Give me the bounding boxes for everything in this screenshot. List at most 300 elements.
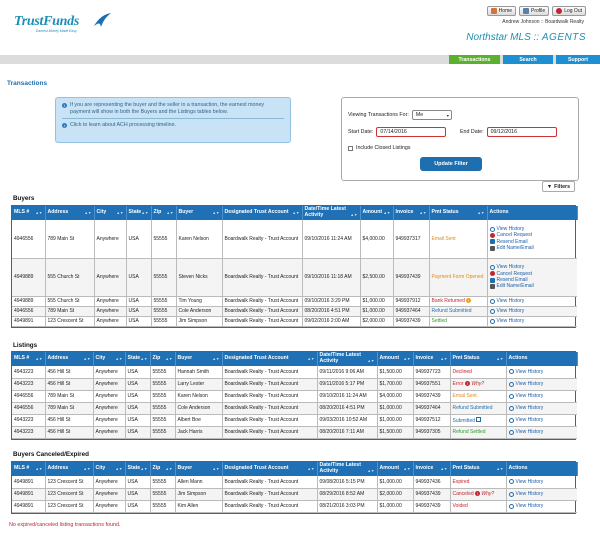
- cell-mls: 4946556: [12, 306, 45, 316]
- sort-icon[interactable]: ▲▼: [367, 469, 375, 474]
- buyers-title: Buyers: [13, 195, 35, 202]
- brand-separator: ::: [530, 32, 542, 43]
- profile-label: Profile: [531, 8, 546, 14]
- edit-name-email-link[interactable]: [490, 283, 576, 289]
- cell-date-day: 09/10/2016: [304, 298, 330, 304]
- cell-address: 456 Hill St: [45, 366, 93, 378]
- table-row: [12, 220, 577, 258]
- column-header-date[interactable]: [317, 352, 377, 366]
- search-icon: [509, 369, 514, 374]
- cell-status: [429, 220, 487, 258]
- cell-mls: 4949891: [12, 500, 45, 512]
- sort-icon[interactable]: ▲▼: [292, 210, 300, 215]
- brand-suffix: AGENTS: [541, 32, 586, 43]
- cell-buyer: Albert Boe: [175, 414, 222, 426]
- search-icon: [490, 299, 495, 304]
- cell-address: 456 Hill St: [45, 378, 93, 390]
- cell-date-time: 11:18 AM: [330, 274, 352, 280]
- info-line-2: Click to learn about ACH processing timeline.: [70, 122, 176, 128]
- sort-icon[interactable]: ▲▼: [477, 210, 485, 215]
- alert-icon: !: [466, 381, 469, 386]
- envelope-icon: [490, 278, 495, 283]
- cell-mls: 4943223: [12, 378, 45, 390]
- cell-date-time: 5:17 PM: [345, 381, 365, 387]
- filters-button[interactable]: [542, 181, 575, 192]
- cell-date-time: 3:03 PM: [345, 503, 365, 509]
- cell-account: Boardwalk Realty - Trust Account: [222, 402, 317, 414]
- search-icon: [509, 406, 514, 411]
- cell-invoice: 949937464: [413, 402, 450, 414]
- cell-city: Anywhere: [93, 426, 125, 438]
- table-row: [12, 296, 577, 306]
- cell-status: [450, 378, 506, 390]
- sort-icon[interactable]: ▲▼: [115, 466, 123, 471]
- cell-invoice: 949937439: [393, 316, 429, 326]
- cell-buyer: Kim Allen: [175, 500, 222, 512]
- view-history-label: View History: [496, 297, 525, 304]
- cell-state: USA: [125, 414, 150, 426]
- cell-state: USA: [125, 500, 150, 512]
- top-buttons: [487, 6, 586, 16]
- nav-bar: [0, 55, 600, 64]
- sort-icon[interactable]: ▲▼: [35, 466, 43, 471]
- view-history-link[interactable]: [509, 491, 576, 497]
- cell-buyer: Karen Nelson: [176, 220, 222, 258]
- column-header-account[interactable]: [222, 462, 317, 476]
- sort-icon[interactable]: ▲▼: [440, 356, 448, 361]
- sort-icon[interactable]: ▲▼: [403, 356, 411, 361]
- column-header-label: Pmt Status: [452, 465, 480, 471]
- cell-account: Boardwalk Realty - Trust Account: [222, 220, 302, 258]
- view-history-link[interactable]: [509, 381, 576, 387]
- column-header-label: Date/Time Latest Activity: [319, 462, 361, 474]
- cell-date-time: 11:24 AM: [345, 393, 367, 399]
- closed-row: [348, 145, 410, 151]
- cell-zip: 55555: [151, 306, 176, 316]
- column-header-status[interactable]: [450, 462, 506, 476]
- table-row: [12, 366, 577, 378]
- cell-state: USA: [125, 476, 150, 488]
- view-history-link[interactable]: [509, 503, 576, 509]
- column-header-label: Zip: [152, 355, 161, 361]
- cell-zip: 55555: [150, 402, 175, 414]
- profile-button[interactable]: [519, 6, 549, 16]
- sort-icon[interactable]: ▲▼: [212, 210, 220, 215]
- power-icon: [556, 8, 562, 14]
- search-icon: [509, 382, 514, 387]
- column-header-amount[interactable]: [360, 206, 393, 220]
- home-icon: [491, 8, 497, 14]
- sort-icon[interactable]: ▲▼: [140, 356, 148, 361]
- column-header-address[interactable]: [45, 206, 94, 220]
- sort-icon[interactable]: ▲▼: [212, 466, 220, 471]
- edit-name-email-link[interactable]: [490, 245, 576, 251]
- column-header-label: Designated Trust Account: [224, 465, 289, 471]
- cell-address: 123 Crescent St: [45, 476, 93, 488]
- table-row: [12, 306, 577, 316]
- cell-city: Anywhere: [94, 306, 126, 316]
- cell-actions: [506, 426, 577, 438]
- column-header-mls[interactable]: [12, 462, 45, 476]
- view-history-label: View History: [515, 428, 544, 435]
- status-text: Refund Submitted: [431, 308, 472, 314]
- cell-city: Anywhere: [94, 316, 126, 326]
- cancel-request-label: Cancel Request: [496, 270, 533, 277]
- home-button[interactable]: [487, 6, 516, 16]
- listings-title: Listings: [13, 342, 38, 349]
- cell-amount: $2,500.00: [360, 258, 393, 296]
- cell-buyer: Jim Simpson: [175, 488, 222, 500]
- ach-link[interactable]: [62, 122, 284, 129]
- sort-icon[interactable]: ▲▼: [116, 210, 124, 215]
- cell-status: [429, 316, 487, 326]
- sort-icon[interactable]: ▲▼: [383, 210, 391, 215]
- cell-zip: 55555: [151, 220, 176, 258]
- tab-transactions[interactable]: Transactions: [449, 55, 500, 64]
- cell-date: [317, 402, 377, 414]
- cell-date-day: 09/10/2016: [304, 274, 330, 280]
- sort-icon[interactable]: ▲▼: [35, 210, 43, 215]
- column-header-date[interactable]: [317, 462, 377, 476]
- cell-buyer: Allen Mann: [175, 476, 222, 488]
- cell-address: 555 Church St: [45, 296, 94, 306]
- cell-date-time: 8:52 AM: [345, 491, 365, 497]
- status-text: Payment Form Opened: [431, 274, 484, 280]
- column-header-label: Zip: [152, 465, 161, 471]
- cell-amount: $1,000.00: [360, 296, 393, 306]
- sort-icon[interactable]: ▲▼: [350, 213, 358, 218]
- cell-date: [317, 378, 377, 390]
- cell-state: USA: [125, 390, 150, 402]
- tab-search[interactable]: Search: [503, 55, 553, 64]
- status-text: Error: [452, 381, 464, 387]
- end-row: [460, 127, 557, 137]
- cell-actions: [487, 220, 577, 258]
- logout-label: Log Out: [564, 8, 582, 14]
- canceled-table: [11, 461, 576, 514]
- sort-icon[interactable]: ▲▼: [307, 356, 315, 361]
- column-header-amount[interactable]: [377, 352, 413, 366]
- start-date-input[interactable]: 07/14/2016: [376, 127, 446, 137]
- cell-date: [302, 220, 360, 258]
- cell-address: 789 Main St: [45, 220, 94, 258]
- cell-status: [450, 390, 506, 402]
- cell-account: Boardwalk Realty - Trust Account: [222, 258, 302, 296]
- column-header-city[interactable]: [93, 462, 125, 476]
- cell-date-day: 08/20/2016: [319, 429, 345, 435]
- column-header-invoice[interactable]: [393, 206, 429, 220]
- column-header-label: Zip: [153, 209, 162, 215]
- cell-buyer: Jim Simpson: [176, 316, 222, 326]
- sort-icon[interactable]: ▲▼: [84, 210, 92, 215]
- view-history-label: View History: [515, 490, 544, 497]
- column-header-state[interactable]: [125, 462, 150, 476]
- view-history-link[interactable]: [509, 417, 576, 423]
- cell-zip: 55555: [150, 366, 175, 378]
- cell-city: Anywhere: [93, 366, 125, 378]
- status-text: Canceled: [452, 491, 474, 497]
- cell-invoice: 949937439: [413, 488, 450, 500]
- cell-date: [317, 426, 377, 438]
- cell-amount: $1,000.00: [377, 476, 413, 488]
- trustfunds-logo[interactable]: [14, 14, 79, 33]
- cell-status: [429, 306, 487, 316]
- view-history-label: View History: [515, 380, 544, 387]
- column-header-label: Amount: [379, 465, 400, 471]
- column-header-buyer[interactable]: [175, 462, 222, 476]
- search-icon: [509, 430, 514, 435]
- sort-icon[interactable]: ▲▼: [115, 356, 123, 361]
- warning-icon[interactable]: !: [468, 298, 470, 303]
- cell-date-day: 08/20/2016: [304, 308, 330, 314]
- user-line: Andrew Johnson :: Boardwalk Realty: [502, 19, 584, 25]
- cell-date-time: 3:29 PM: [330, 298, 350, 304]
- column-header-address[interactable]: [45, 462, 93, 476]
- status-text: Email Sent: [431, 235, 456, 242]
- cell-mls: 4949889: [12, 296, 45, 306]
- cell-date-day: 09/10/2016: [319, 393, 345, 399]
- cancel-icon: [490, 233, 495, 238]
- column-header-label: Actions: [489, 209, 509, 216]
- end-date-input[interactable]: 09/12/2016: [487, 127, 557, 137]
- cell-city: Anywhere: [93, 500, 125, 512]
- edit-name-email-label: Edit Name/Email: [496, 283, 534, 290]
- column-header-label: Amount: [379, 355, 400, 361]
- logo-text: TrustFunds: [14, 14, 79, 29]
- why-link[interactable]: Why?: [471, 381, 485, 387]
- cell-date: [302, 258, 360, 296]
- pencil-icon: [490, 284, 495, 289]
- cell-amount: $1,000.00: [360, 306, 393, 316]
- column-header-label: Invoice: [415, 465, 434, 471]
- cell-invoice: 949937439: [413, 500, 450, 512]
- view-history-link[interactable]: [509, 393, 576, 399]
- view-history-link[interactable]: [490, 308, 576, 314]
- status-text: Settled: [431, 318, 448, 324]
- cell-address: 555 Church St: [45, 258, 94, 296]
- cell-buyer: Larry Lester: [175, 378, 222, 390]
- sort-icon[interactable]: ▲▼: [83, 356, 91, 361]
- view-history-link[interactable]: [490, 298, 576, 304]
- table-row: [12, 500, 577, 512]
- cell-mls: 4943223: [12, 366, 45, 378]
- status-text: Refund Settled: [452, 429, 486, 435]
- cell-mls: 4949891: [12, 316, 45, 326]
- cell-state: USA: [125, 488, 150, 500]
- cell-invoice: 949937305: [413, 426, 450, 438]
- sort-icon[interactable]: ▲▼: [165, 466, 173, 471]
- cell-city: Anywhere: [93, 378, 125, 390]
- sort-icon[interactable]: ▲▼: [141, 210, 149, 215]
- cell-date-day: 09/11/2016: [319, 381, 345, 387]
- logout-button[interactable]: [552, 6, 586, 16]
- view-history-link[interactable]: [509, 479, 576, 485]
- sort-icon[interactable]: ▲▼: [496, 466, 504, 471]
- sort-icon[interactable]: ▲▼: [307, 466, 315, 471]
- column-header-actions: [506, 352, 577, 366]
- closed-label: Include Closed Listings: [356, 145, 411, 151]
- cell-invoice: 949937317: [393, 220, 429, 258]
- column-header-zip[interactable]: [150, 352, 175, 366]
- view-history-link[interactable]: [509, 369, 576, 375]
- column-header-label: Actions: [508, 465, 528, 472]
- cell-date-time: 4:51 PM: [345, 405, 365, 411]
- sort-icon[interactable]: ▲▼: [140, 466, 148, 471]
- cell-address: 789 Main St: [45, 390, 93, 402]
- column-header-status[interactable]: [429, 206, 487, 220]
- edit-name-email-label: Edit Name/Email: [496, 245, 534, 252]
- view-history-label: View History: [496, 225, 525, 232]
- cell-account: Boardwalk Realty - Trust Account: [222, 306, 302, 316]
- cell-date: [317, 488, 377, 500]
- buyers-table: [11, 205, 576, 328]
- cell-account: Boardwalk Realty - Trust Account: [222, 426, 317, 438]
- cell-invoice: 949937551: [413, 378, 450, 390]
- end-label: End Date:: [460, 129, 484, 135]
- person-icon: [523, 8, 529, 14]
- column-header-label: MLS #: [14, 465, 30, 471]
- cell-account: Boardwalk Realty - Trust Account: [222, 500, 317, 512]
- cell-address: 456 Hill St: [45, 414, 93, 426]
- cell-invoice: 949937512: [413, 414, 450, 426]
- column-header-city[interactable]: [93, 352, 125, 366]
- cell-state: USA: [126, 296, 151, 306]
- swoosh-icon: [92, 12, 112, 28]
- column-header-buyer[interactable]: [176, 206, 222, 220]
- cell-buyer: Cole Anderson: [175, 402, 222, 414]
- cell-date-day: 09/08/2016: [319, 478, 345, 485]
- table-row: [12, 402, 577, 414]
- cell-address: 123 Crescent St: [45, 500, 93, 512]
- view-history-label: View History: [515, 416, 544, 423]
- page-title: Transactions: [7, 80, 48, 87]
- view-history-link[interactable]: [509, 429, 576, 435]
- cell-date-time: 11:24 AM: [330, 235, 352, 242]
- cell-zip: 55555: [150, 378, 175, 390]
- sort-icon[interactable]: ▲▼: [419, 210, 427, 215]
- column-header-state[interactable]: [125, 352, 150, 366]
- view-history-link[interactable]: [490, 318, 576, 324]
- cell-invoice: 949937912: [393, 296, 429, 306]
- cell-date: [302, 306, 360, 316]
- search-icon: [509, 479, 514, 484]
- canceled-grid: [12, 462, 578, 513]
- column-header-label: Date/Time Latest Activity: [304, 206, 346, 218]
- closed-checkbox[interactable]: [348, 146, 353, 151]
- cell-date-time: 10:52 AM: [345, 417, 368, 423]
- column-header-state[interactable]: [126, 206, 151, 220]
- table-row: [12, 390, 577, 402]
- column-header-zip[interactable]: [150, 462, 175, 476]
- column-header-label: Designated Trust Account: [224, 355, 289, 361]
- cell-zip: 55555: [150, 426, 175, 438]
- cell-date: [302, 296, 360, 306]
- update-filter-button[interactable]: Update Filter: [420, 157, 482, 171]
- sort-icon[interactable]: ▲▼: [496, 356, 504, 361]
- cell-zip: 55555: [151, 296, 176, 306]
- cell-date-day: 08/20/2016: [319, 405, 345, 411]
- why-link[interactable]: Why?: [481, 491, 495, 497]
- sort-icon[interactable]: ▲▼: [165, 356, 173, 361]
- sort-icon[interactable]: ▲▼: [166, 210, 174, 215]
- cell-account: Boardwalk Realty - Trust Account: [222, 414, 317, 426]
- column-header-label: State: [127, 465, 141, 471]
- cell-actions: [487, 316, 577, 326]
- home-label: Home: [498, 8, 513, 14]
- header-row: [12, 206, 577, 220]
- cell-zip: 55555: [151, 258, 176, 296]
- column-header-zip[interactable]: [151, 206, 176, 220]
- chevron-down-icon: ▾: [446, 112, 449, 118]
- search-icon: [509, 492, 514, 497]
- search-icon: [490, 319, 495, 324]
- view-history-link[interactable]: [509, 405, 576, 411]
- sort-icon[interactable]: ▲▼: [440, 466, 448, 471]
- column-header-invoice[interactable]: [413, 462, 450, 476]
- column-header-buyer[interactable]: [175, 352, 222, 366]
- calendar-icon[interactable]: [476, 417, 481, 422]
- cell-date-time: 2:00 AM: [330, 318, 350, 324]
- cell-status: [450, 426, 506, 438]
- column-header-date[interactable]: [302, 206, 360, 220]
- cancel-request-label: Cancel Request: [496, 232, 533, 239]
- header-row: [12, 352, 577, 366]
- column-header-invoice[interactable]: [413, 352, 450, 366]
- cell-date: [317, 500, 377, 512]
- tab-support[interactable]: Support: [556, 55, 600, 64]
- column-header-label: City: [95, 355, 106, 361]
- alert-icon: !: [476, 491, 479, 496]
- column-header-account[interactable]: [222, 352, 317, 366]
- sort-icon[interactable]: ▲▼: [403, 466, 411, 471]
- column-header-account[interactable]: [222, 206, 302, 220]
- cell-city: Anywhere: [93, 414, 125, 426]
- cell-actions: [506, 488, 577, 500]
- cell-account: Boardwalk Realty - Trust Account: [222, 296, 302, 306]
- column-header-address[interactable]: [45, 352, 93, 366]
- cell-address: 789 Main St: [45, 306, 94, 316]
- column-header-mls[interactable]: [12, 206, 45, 220]
- column-header-status[interactable]: [450, 352, 506, 366]
- table-row: [12, 488, 577, 500]
- sort-icon[interactable]: ▲▼: [212, 356, 220, 361]
- column-header-label: Buyer: [177, 355, 193, 361]
- cell-actions: [506, 500, 577, 512]
- column-header-label: Date/Time Latest Activity: [319, 352, 361, 364]
- cell-date-time: 9:06 AM: [345, 368, 364, 375]
- cell-account: Boardwalk Realty - Trust Account: [222, 366, 317, 378]
- cell-zip: 55555: [150, 488, 175, 500]
- column-header-label: City: [96, 209, 107, 215]
- cell-account: Boardwalk Realty - Trust Account: [222, 378, 317, 390]
- cell-address: 456 Hill St: [45, 426, 93, 438]
- column-header-amount[interactable]: [377, 462, 413, 476]
- viewing-select[interactable]: [412, 110, 452, 120]
- column-header-label: Invoice: [415, 355, 434, 361]
- info-line-1: If you are representing the buyer and the seller in a transaction, the earnest money payment will show in both the Buyers and the Listings tables below.: [70, 102, 265, 115]
- table-row: [12, 378, 577, 390]
- cell-invoice: 949937439: [413, 390, 450, 402]
- sort-icon[interactable]: ▲▼: [367, 359, 375, 364]
- column-header-label: Pmt Status: [431, 209, 459, 215]
- cell-actions: [487, 306, 577, 316]
- cell-account: Boardwalk Realty - Trust Account: [222, 390, 317, 402]
- sort-icon[interactable]: ▲▼: [35, 356, 43, 361]
- status-text: Expired: [452, 478, 470, 485]
- column-header-city[interactable]: [94, 206, 126, 220]
- column-header-mls[interactable]: [12, 352, 45, 366]
- sort-icon[interactable]: ▲▼: [83, 466, 91, 471]
